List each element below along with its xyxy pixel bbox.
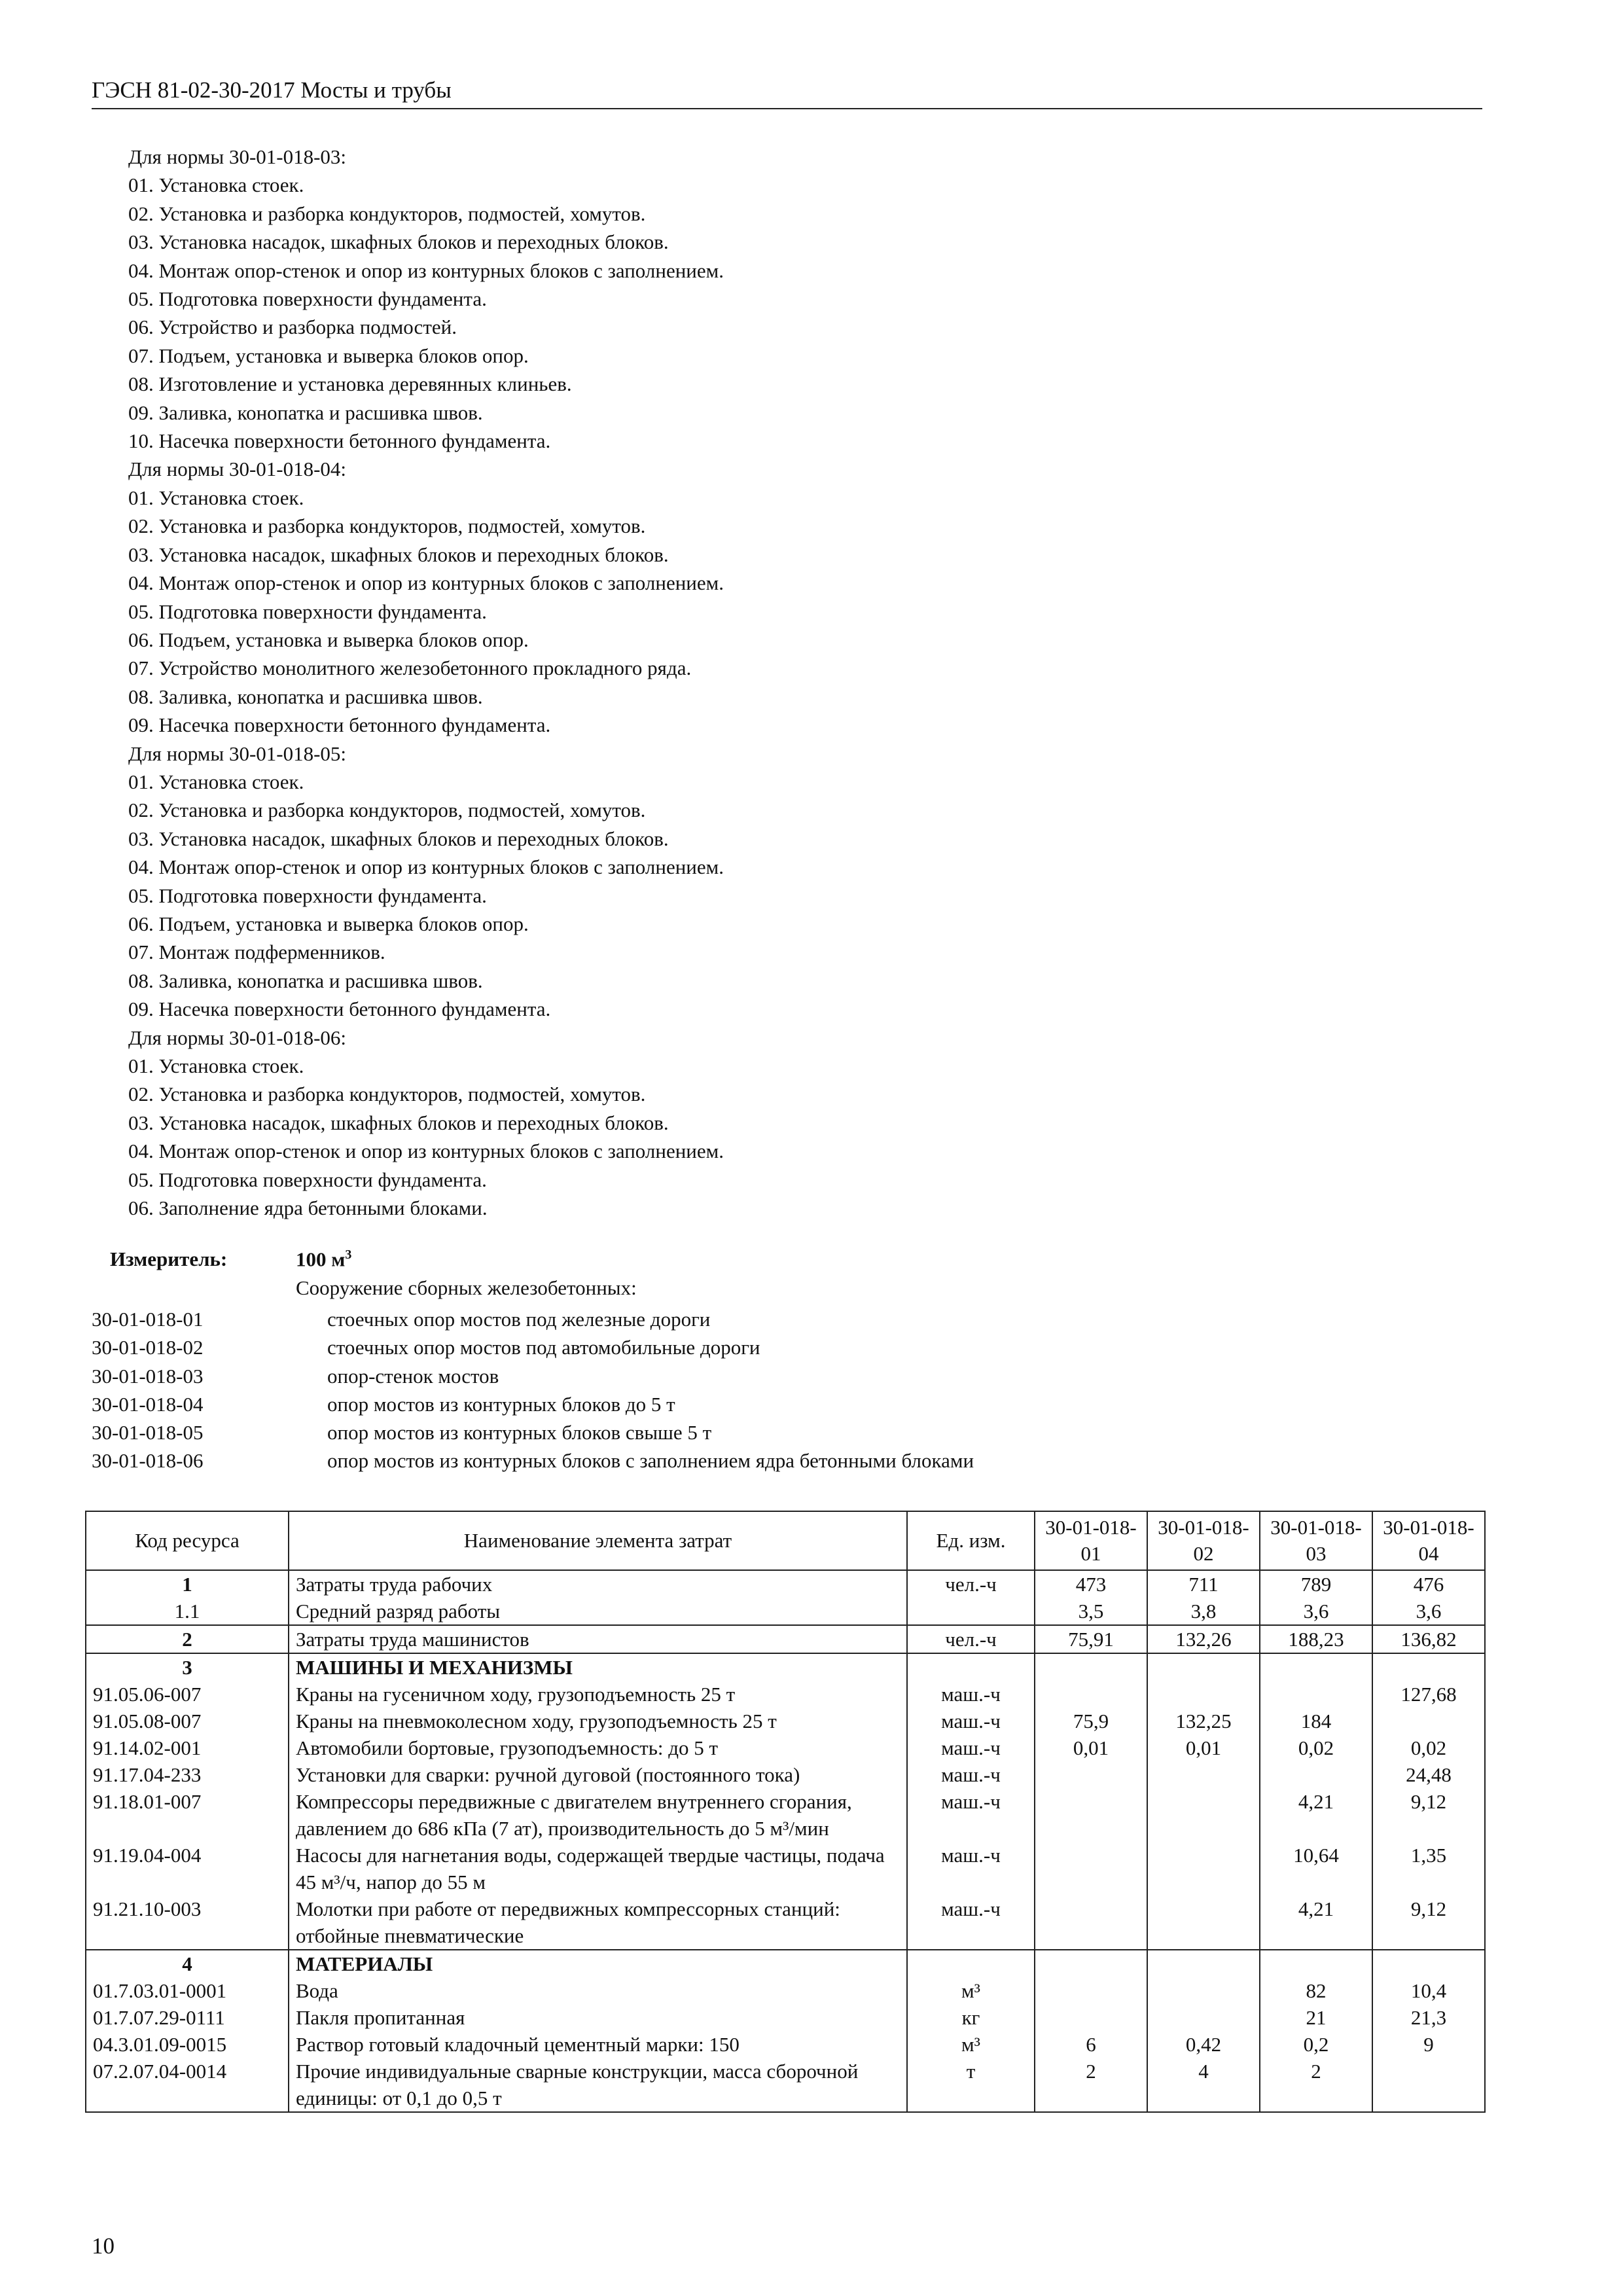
work-step: 07. Устройство монолитного железобетонного прокладного ряда. (128, 656, 692, 680)
cell-code: 1.1 (86, 1598, 289, 1625)
header-col-1: 30-01-018-01 (1035, 1511, 1147, 1570)
cell-name: Насосы для нагнетания воды, содержащей твердые частицы, подача 45 м³/ч, напор до 55 м (289, 1842, 907, 1895)
cell-unit: м³ (907, 1977, 1035, 2004)
cell-value (1147, 1761, 1260, 1788)
work-step: 07. Монтаж подферменников. (128, 941, 385, 964)
cell-value: 4,21 (1260, 1788, 1372, 1842)
cell-unit: маш.-ч (907, 1734, 1035, 1761)
cell-unit: маш.-ч (907, 1895, 1035, 1950)
cell-value: 21,3 (1372, 2004, 1485, 2031)
cell-value: 132,25 (1147, 1708, 1260, 1734)
cell-unit: м³ (907, 2031, 1035, 2058)
cell-unit: маш.-ч (907, 1761, 1035, 1788)
norms-subtitle: Сооружение сборных железобетонных: (296, 1276, 637, 1299)
norm-code: 30-01-018-03 (92, 1364, 204, 1388)
cell-name: Установки для сварки: ручной дуговой (постоянного тока) (289, 1761, 907, 1788)
cell-name: Автомобили бортовые, грузоподъемность: до 5 т (289, 1734, 907, 1761)
norm-description: стоечных опор мостов под железные дороги (327, 1308, 711, 1331)
cell-value: 711 (1147, 1570, 1260, 1598)
cell-value (1372, 2058, 1485, 2112)
cell-value: 789 (1260, 1570, 1372, 1598)
norm-description: стоечных опор мостов под автомобильные дороги (327, 1336, 760, 1359)
cell-value (1147, 1653, 1260, 1681)
work-step: 09. Насечка поверхности бетонного фундамента. (128, 997, 551, 1021)
cell-value (1147, 1842, 1260, 1895)
cell-value: 0,02 (1372, 1734, 1485, 1761)
page-number: 10 (92, 2233, 115, 2259)
resource-table (85, 1511, 1486, 2113)
cell-code: 07.2.07.04-0014 (86, 2058, 289, 2112)
cell-value: 2 (1260, 2058, 1372, 2112)
cell-unit: маш.-ч (907, 1842, 1035, 1895)
cell-unit (907, 1653, 1035, 1681)
work-step: 08. Заливка, конопатка и расшивка швов. (128, 969, 483, 992)
cell-value (1147, 1950, 1260, 1977)
work-step: 05. Подготовка поверхности фундамента. (128, 287, 487, 311)
cell-name: Пакля пропитанная (289, 2004, 907, 2031)
work-step: 03. Установка насадок, шкафных блоков и переходных блоков. (128, 543, 669, 566)
table-row (86, 1598, 1485, 1625)
cell-name: Затраты труда рабочих (289, 1570, 907, 1598)
work-step: 05. Подготовка поверхности фундамента. (128, 1168, 487, 1191)
cell-name: МАТЕРИАЛЫ (289, 1950, 907, 1977)
cell-unit: кг (907, 2004, 1035, 2031)
table-row (86, 1788, 1485, 1842)
norm-code: 30-01-018-04 (92, 1392, 204, 1416)
header-code: Код ресурса (86, 1511, 289, 1570)
cell-code: 2 (86, 1625, 289, 1653)
work-step: 02. Установка и разборка кондукторов, подмостей, хомутов. (128, 798, 646, 822)
cell-value: 132,26 (1147, 1625, 1260, 1653)
work-step: 04. Монтаж опор-стенок и опор из контурных блоков с заполнением. (128, 259, 724, 282)
work-step: 08. Заливка, конопатка и расшивка швов. (128, 685, 483, 708)
meter-label: Измеритель: (110, 1247, 228, 1270)
cell-value (1035, 1950, 1147, 1977)
work-step: 07. Подъем, установка и выверка блоков опор. (128, 344, 529, 367)
table-row (86, 1977, 1485, 2004)
cell-value: 24,48 (1372, 1761, 1485, 1788)
work-step: 04. Монтаж опор-стенок и опор из контурных блоков с заполнением. (128, 1139, 724, 1163)
norm-description: опор-стенок мостов (327, 1364, 499, 1388)
work-step: 09. Заливка, конопатка и расшивка швов. (128, 401, 483, 424)
norm-heading: Для нормы 30-01-018-05: (128, 742, 347, 765)
cell-value (1260, 1681, 1372, 1708)
cell-value: 136,82 (1372, 1625, 1485, 1653)
cell-value: 0,42 (1147, 2031, 1260, 2058)
cell-value (1035, 1653, 1147, 1681)
work-step: 05. Подготовка поверхности фундамента. (128, 884, 487, 907)
header-col-4: 30-01-018-04 (1372, 1511, 1485, 1570)
work-step: 05. Подготовка поверхности фундамента. (128, 600, 487, 623)
work-composition-list (128, 143, 724, 1222)
cell-value (1035, 1761, 1147, 1788)
cell-code: 91.14.02-001 (86, 1734, 289, 1761)
norm-description: опор мостов из контурных блоков до 5 т (327, 1392, 675, 1416)
cell-value: 188,23 (1260, 1625, 1372, 1653)
table-row (86, 1842, 1485, 1895)
cell-name: МАШИНЫ И МЕХАНИЗМЫ (289, 1653, 907, 1681)
cell-value: 9,12 (1372, 1788, 1485, 1842)
cell-name: Затраты труда машинистов (289, 1625, 907, 1653)
work-step: 01. Установка стоек. (128, 770, 304, 793)
norm-description: опор мостов из контурных блоков свыше 5 т (327, 1421, 712, 1444)
cell-value: 184 (1260, 1708, 1372, 1734)
cell-name: Краны на гусеничном ходу, грузоподъемность 25 т (289, 1681, 907, 1708)
norm-code: 30-01-018-01 (92, 1308, 204, 1331)
cell-value: 6 (1035, 2031, 1147, 2058)
work-step: 03. Установка насадок, шкафных блоков и переходных блоков. (128, 230, 669, 254)
table-row (86, 1653, 1485, 1681)
cell-value: 3,6 (1260, 1598, 1372, 1625)
cell-value: 3,8 (1147, 1598, 1260, 1625)
cell-value (1147, 1681, 1260, 1708)
norm-description: опор мостов из контурных блоков с заполнением ядра бетонными блоками (327, 1449, 974, 1473)
cell-value: 3,6 (1372, 1598, 1485, 1625)
cell-value (1147, 1788, 1260, 1842)
header-name: Наименование элемента затрат (289, 1511, 907, 1570)
cell-value (1147, 2004, 1260, 2031)
cell-value (1035, 1842, 1147, 1895)
cell-code: 91.05.06-007 (86, 1681, 289, 1708)
table-row (86, 1895, 1485, 1950)
cell-value: 75,9 (1035, 1708, 1147, 1734)
cell-code: 91.18.01-007 (86, 1788, 289, 1842)
work-step: 06. Подъем, установка и выверка блоков опор. (128, 912, 529, 935)
cell-unit: маш.-ч (907, 1788, 1035, 1842)
cell-value (1260, 1950, 1372, 1977)
cell-value (1035, 2004, 1147, 2031)
cell-name: Молотки при работе от передвижных компрессорных станций: отбойные пневматические (289, 1895, 907, 1950)
cell-unit: чел.-ч (907, 1570, 1035, 1598)
cell-code: 01.7.03.01-0001 (86, 1977, 289, 2004)
norm-code: 30-01-018-02 (92, 1336, 204, 1359)
cell-value (1372, 1708, 1485, 1734)
cell-value: 0,02 (1260, 1734, 1372, 1761)
cell-code: 91.19.04-004 (86, 1842, 289, 1895)
work-step: 01. Установка стоек. (128, 173, 304, 197)
table-row (86, 1708, 1485, 1734)
cell-value: 476 (1372, 1570, 1485, 1598)
page-header-title: ГЭСН 81-02-30-2017 Мосты и трубы (92, 77, 452, 103)
cell-value: 4,21 (1260, 1895, 1372, 1950)
cell-unit (907, 1950, 1035, 1977)
cell-unit: маш.-ч (907, 1681, 1035, 1708)
norm-heading: Для нормы 30-01-018-03: (128, 145, 347, 168)
cell-value (1035, 1788, 1147, 1842)
cell-value (1372, 1950, 1485, 1977)
meter-value (296, 1247, 351, 1271)
cell-code: 1 (86, 1570, 289, 1598)
work-step: 06. Подъем, установка и выверка блоков опор. (128, 628, 529, 651)
work-step: 01. Установка стоек. (128, 486, 304, 509)
cell-value (1260, 1761, 1372, 1788)
cell-value (1147, 1977, 1260, 2004)
table-body (86, 1570, 1485, 2112)
cell-value: 9 (1372, 2031, 1485, 2058)
table-row (86, 2031, 1485, 2058)
cell-value: 3,5 (1035, 1598, 1147, 1625)
work-step: 03. Установка насадок, шкафных блоков и переходных блоков. (128, 827, 669, 850)
cell-value (1035, 1681, 1147, 1708)
cell-value: 473 (1035, 1570, 1147, 1598)
cell-unit: т (907, 2058, 1035, 2112)
cell-value: 0,01 (1147, 1734, 1260, 1761)
meter-value-text: 100 м (296, 1247, 346, 1271)
work-step: 06. Заполнение ядра бетонными блоками. (128, 1196, 488, 1220)
cell-value: 75,91 (1035, 1625, 1147, 1653)
cell-code: 04.3.01.09-0015 (86, 2031, 289, 2058)
meter-unit-power: 3 (345, 1247, 352, 1262)
work-step: 04. Монтаж опор-стенок и опор из контурных блоков с заполнением. (128, 855, 724, 879)
cell-value: 1,35 (1372, 1842, 1485, 1895)
table-row (86, 1950, 1485, 1977)
norm-heading: Для нормы 30-01-018-06: (128, 1026, 347, 1049)
work-step: 03. Установка насадок, шкафных блоков и переходных блоков. (128, 1111, 669, 1134)
cell-value: 10,64 (1260, 1842, 1372, 1895)
work-step: 10. Насечка поверхности бетонного фундамента. (128, 429, 551, 453)
cell-code: 01.7.07.29-0111 (86, 2004, 289, 2031)
cell-code: 3 (86, 1653, 289, 1681)
table-row (86, 1734, 1485, 1761)
cell-value: 4 (1147, 2058, 1260, 2112)
table-row (86, 1681, 1485, 1708)
work-step: 09. Насечка поверхности бетонного фундамента. (128, 713, 551, 737)
cell-code: 4 (86, 1950, 289, 1977)
cell-unit (907, 1598, 1035, 1625)
table-row (86, 1761, 1485, 1788)
cell-value: 82 (1260, 1977, 1372, 2004)
work-step: 08. Изготовление и установка деревянных клиньев. (128, 372, 572, 396)
cell-value (1260, 1653, 1372, 1681)
cell-value (1035, 1977, 1147, 2004)
cell-name: Прочие индивидуальные сварные конструкции, масса сборочной единицы: от 0,1 до 0,5 т (289, 2058, 907, 2112)
header-col-2: 30-01-018-02 (1147, 1511, 1260, 1570)
work-step: 01. Установка стоек. (128, 1054, 304, 1077)
cell-code: 91.05.08-007 (86, 1708, 289, 1734)
cell-code: 91.21.10-003 (86, 1895, 289, 1950)
cell-value: 9,12 (1372, 1895, 1485, 1950)
cell-unit: маш.-ч (907, 1708, 1035, 1734)
cell-name: Вода (289, 1977, 907, 2004)
cell-value: 10,4 (1372, 1977, 1485, 2004)
work-step: 02. Установка и разборка кондукторов, подмостей, хомутов. (128, 202, 646, 225)
cell-value (1035, 1895, 1147, 1950)
table-row (86, 1625, 1485, 1653)
table-row (86, 2058, 1485, 2112)
cell-name: Средний разряд работы (289, 1598, 907, 1625)
cell-name: Компрессоры передвижные с двигателем внутреннего сгорания, давлением до 686 кПа (7 ат), производительность до 5 м³/мин (289, 1788, 907, 1842)
cell-name: Раствор готовый кладочный цементный марки: 150 (289, 2031, 907, 2058)
cell-value (1372, 1653, 1485, 1681)
norm-heading: Для нормы 30-01-018-04: (128, 457, 347, 481)
cell-value: 127,68 (1372, 1681, 1485, 1708)
cell-value: 2 (1035, 2058, 1147, 2112)
header-unit: Ед. изм. (907, 1511, 1035, 1570)
cell-value: 0,2 (1260, 2031, 1372, 2058)
cell-code: 91.17.04-233 (86, 1761, 289, 1788)
norm-code: 30-01-018-05 (92, 1421, 204, 1444)
cell-value: 21 (1260, 2004, 1372, 2031)
work-step: 02. Установка и разборка кондукторов, подмостей, хомутов. (128, 514, 646, 538)
table-row (86, 1570, 1485, 1598)
work-step: 02. Установка и разборка кондукторов, подмостей, хомутов. (128, 1083, 646, 1106)
cell-name: Краны на пневмоколесном ходу, грузоподъемность 25 т (289, 1708, 907, 1734)
norm-code: 30-01-018-06 (92, 1449, 204, 1473)
table-header-row (86, 1511, 1485, 1570)
table-row (86, 2004, 1485, 2031)
cell-unit: чел.-ч (907, 1625, 1035, 1653)
header-col-3: 30-01-018-03 (1260, 1511, 1372, 1570)
work-step: 04. Монтаж опор-стенок и опор из контурных блоков с заполнением. (128, 571, 724, 595)
work-step: 06. Устройство и разборка подмостей. (128, 315, 457, 339)
cell-value: 0,01 (1035, 1734, 1147, 1761)
cell-value (1147, 1895, 1260, 1950)
header-rule (92, 108, 1482, 109)
